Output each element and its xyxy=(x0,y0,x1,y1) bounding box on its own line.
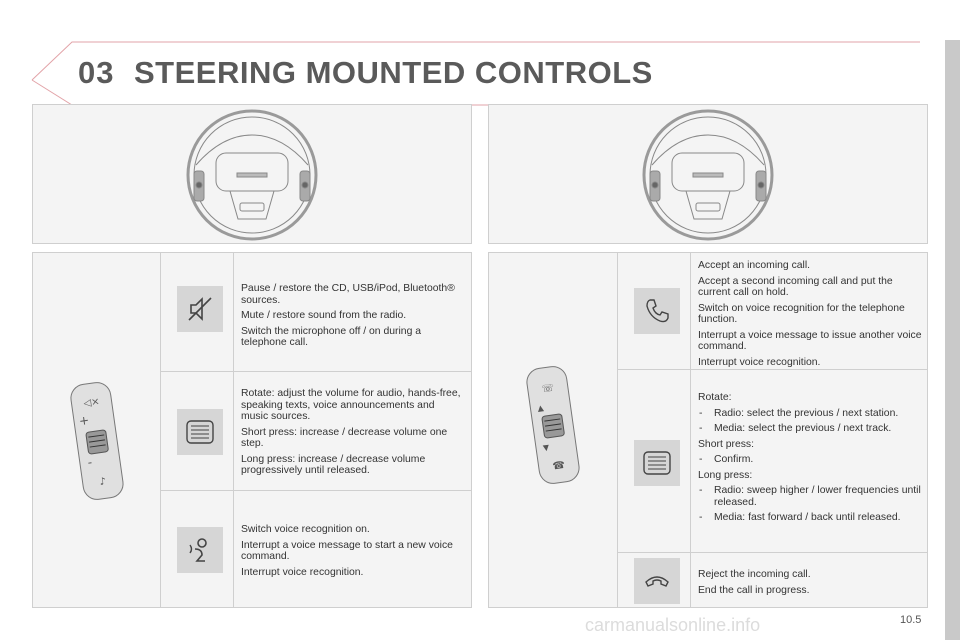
short-press-item: - Confirm. xyxy=(699,454,754,465)
left-row-3 xyxy=(160,490,472,608)
voice-recognition-icon xyxy=(177,527,223,573)
scroll-wheel-icon xyxy=(634,440,680,486)
left-control-image-cell xyxy=(32,252,161,608)
svg-text:☏: ☏ xyxy=(540,382,555,396)
steering-wheel-panel-left xyxy=(32,104,472,244)
chapter-number: 03 xyxy=(78,55,115,90)
right-row-1 xyxy=(617,252,928,370)
mute-icon xyxy=(177,286,223,332)
left-row-1 xyxy=(160,252,472,372)
left-row1-line1: Pause / restore the CD, USB/iPod, Bluetooth® sources. xyxy=(241,283,455,306)
left-row-2 xyxy=(160,371,472,491)
left-row1-line3: Switch the microphone off / on during a telephone call. xyxy=(241,325,422,348)
left-row2-line2: Short press: increase / decrease volume one step. xyxy=(241,426,448,449)
right-row1-line3: Switch on voice recognition for the telephone function. xyxy=(698,302,905,325)
right-row3-line1: Reject the incoming call. xyxy=(698,569,811,580)
right-row1-line2: Accept a second incoming call and put the current call on hold. xyxy=(698,275,893,298)
right-row1-line4: Interrupt a voice message to issue another voice command. xyxy=(698,329,922,352)
left-control-pad-illustration xyxy=(33,253,160,607)
page-number: 10.5 xyxy=(900,614,922,626)
steering-wheel-illustration xyxy=(489,105,927,243)
right-row3-line2: End the call in progress. xyxy=(698,584,810,596)
right-control-pad-illustration xyxy=(489,253,617,607)
svg-text:♪: ♪ xyxy=(98,476,107,488)
left-row3-line3: Interrupt voice recognition. xyxy=(241,566,364,578)
page-title: STEERING MOUNTED CONTROLS xyxy=(134,55,653,90)
svg-text:▼: ▼ xyxy=(542,442,550,453)
rotate-item: - Media: select the previous / next track. xyxy=(699,423,892,434)
left-row2-line3: Long press: increase / decrease volume progressively until released. xyxy=(241,453,426,476)
short-press-label: Short press: xyxy=(698,438,755,450)
side-tab-bar xyxy=(945,40,960,640)
svg-text:◁×: ◁× xyxy=(82,396,101,410)
right-row1-line1: Accept an incoming call. xyxy=(698,260,811,271)
right-row-2 xyxy=(617,369,928,553)
long-press-label: Long press: xyxy=(698,469,753,481)
long-press-item: - Radio: sweep higher / lower frequencies until released. xyxy=(699,485,921,508)
svg-text:▲: ▲ xyxy=(536,403,545,413)
svg-text:☎: ☎ xyxy=(551,459,566,473)
phone-hangup-icon xyxy=(634,558,680,604)
right-row-3 xyxy=(617,552,928,608)
svg-text:-: - xyxy=(86,454,94,470)
svg-text:+: + xyxy=(78,412,90,429)
right-control-image-cell xyxy=(488,252,618,608)
left-row3-line1: Switch voice recognition on. xyxy=(241,524,370,535)
left-row2-line1: Rotate: adjust the volume for audio, hands-free, speaking texts, voice announcements and music sources. xyxy=(241,388,461,422)
right-row1-line5: Interrupt voice recognition. xyxy=(698,356,821,368)
left-row1-line2: Mute / restore sound from the radio. xyxy=(241,310,407,321)
long-press-item: - Media: fast forward / back until released. xyxy=(699,512,901,523)
steering-wheel-panel-right xyxy=(488,104,928,244)
watermark: carmanualsonline.info xyxy=(585,615,761,635)
left-row3-line2: Interrupt a voice message to start a new voice command. xyxy=(241,539,453,562)
phone-pickup-icon xyxy=(634,288,680,334)
rotate-item: - Radio: select the previous / next station. xyxy=(699,407,899,419)
volume-wheel-icon xyxy=(177,409,223,455)
rotate-label: Rotate: xyxy=(698,392,732,403)
steering-wheel-illustration xyxy=(33,105,471,243)
